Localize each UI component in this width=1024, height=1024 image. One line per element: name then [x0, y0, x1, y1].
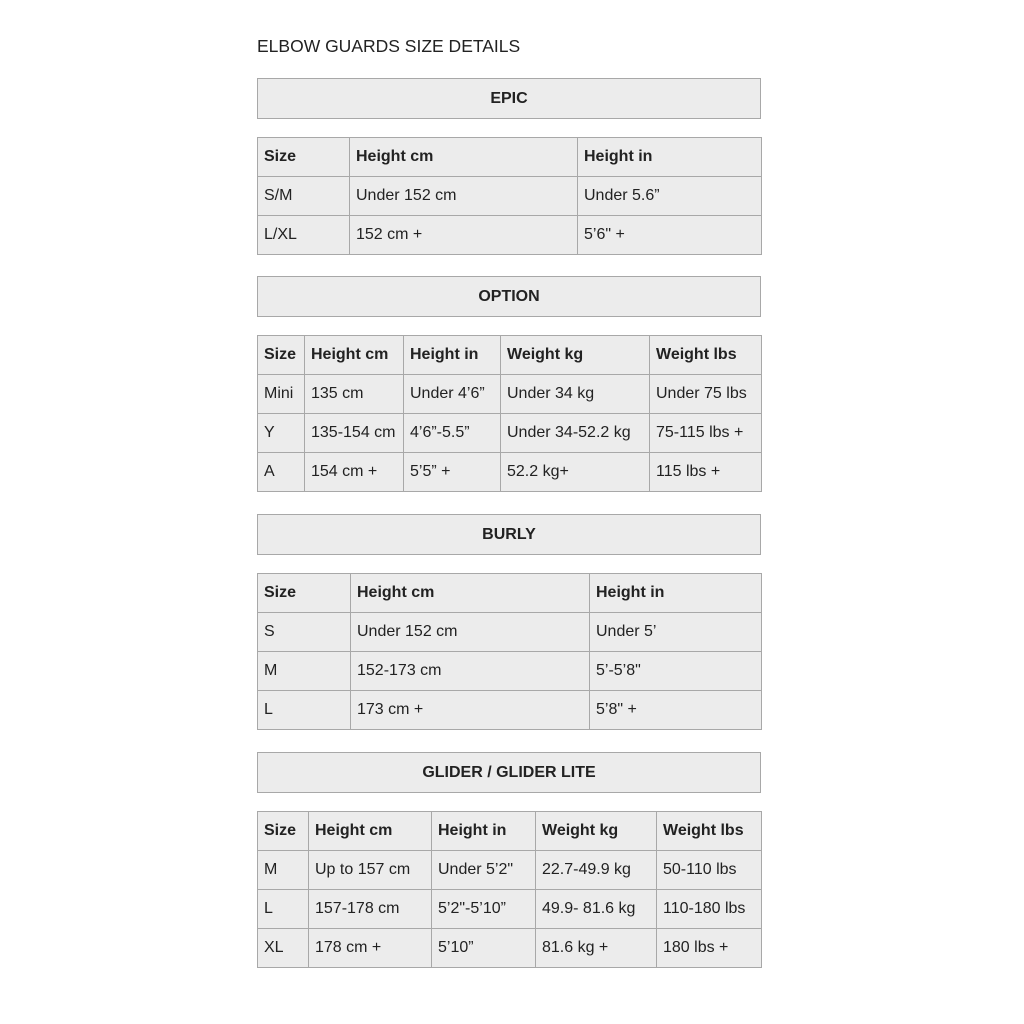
column-header-size: Size	[258, 336, 305, 375]
table-header-row	[258, 812, 762, 851]
table-cell: 180 lbs +	[657, 929, 762, 968]
table-cell: L	[258, 890, 309, 929]
table-cell: 5’2"-5’10”	[432, 890, 536, 929]
size-table-glider	[257, 811, 762, 968]
table-cell: L/XL	[258, 216, 350, 255]
column-header-weight-kg: Weight kg	[501, 336, 650, 375]
table-cell: 157-178 cm	[309, 890, 432, 929]
table-cell: M	[258, 851, 309, 890]
column-header-weight-lbs: Weight lbs	[657, 812, 762, 851]
table-cell: Under 5.6”	[578, 177, 762, 216]
table-row	[258, 691, 762, 730]
table-cell: S/M	[258, 177, 350, 216]
table-cell: 50-110 lbs	[657, 851, 762, 890]
table-cell: Under 152 cm	[351, 613, 590, 652]
page-title: ELBOW GUARDS SIZE DETAILS	[257, 36, 521, 56]
table-cell: A	[258, 453, 305, 492]
table-cell: 22.7-49.9 kg	[536, 851, 657, 890]
table-cell: Y	[258, 414, 305, 453]
size-table-epic	[257, 137, 762, 255]
section-header-burly: BURLY	[257, 514, 761, 555]
table-cell: 5’10”	[432, 929, 536, 968]
table-cell: 152 cm +	[350, 216, 578, 255]
table-cell: Up to 157 cm	[309, 851, 432, 890]
column-header-weight-kg: Weight kg	[536, 812, 657, 851]
section-header-glider: GLIDER / GLIDER LITE	[257, 752, 761, 793]
column-header-weight-lbs: Weight lbs	[650, 336, 762, 375]
table-cell: 154 cm +	[305, 453, 404, 492]
column-header-height-in: Height in	[404, 336, 501, 375]
table-cell: 81.6 kg +	[536, 929, 657, 968]
table-row	[258, 414, 762, 453]
column-header-height-in: Height in	[590, 574, 762, 613]
column-header-height-in: Height in	[432, 812, 536, 851]
table-header-row	[258, 138, 762, 177]
table-cell: 135 cm	[305, 375, 404, 414]
table-row	[258, 375, 762, 414]
table-cell: S	[258, 613, 351, 652]
table-cell: 75-115 lbs +	[650, 414, 762, 453]
table-row	[258, 929, 762, 968]
table-cell: 5’5” +	[404, 453, 501, 492]
table-cell: 49.9- 81.6 kg	[536, 890, 657, 929]
table-cell: 178 cm +	[309, 929, 432, 968]
table-row	[258, 851, 762, 890]
size-table-burly	[257, 573, 762, 730]
table-cell: L	[258, 691, 351, 730]
table-cell: 110-180 lbs	[657, 890, 762, 929]
column-header-size: Size	[258, 812, 309, 851]
table-row	[258, 453, 762, 492]
column-header-size: Size	[258, 138, 350, 177]
table-cell: 5’6" +	[578, 216, 762, 255]
section-header-epic: EPIC	[257, 78, 761, 119]
table-cell: Under 4’6”	[404, 375, 501, 414]
table-cell: Mini	[258, 375, 305, 414]
table-cell: M	[258, 652, 351, 691]
section-header-option: OPTION	[257, 276, 761, 317]
table-row	[258, 177, 762, 216]
table-row	[258, 652, 762, 691]
size-table-option	[257, 335, 762, 492]
table-cell: 5’8" +	[590, 691, 762, 730]
table-cell: XL	[258, 929, 309, 968]
column-header-size: Size	[258, 574, 351, 613]
table-cell: Under 34 kg	[501, 375, 650, 414]
table-row	[258, 890, 762, 929]
table-header-row	[258, 574, 762, 613]
table-cell: Under 75 lbs	[650, 375, 762, 414]
table-row	[258, 216, 762, 255]
table-cell: Under 34-52.2 kg	[501, 414, 650, 453]
table-cell: 4’6”-5.5”	[404, 414, 501, 453]
table-cell: Under 5’2"	[432, 851, 536, 890]
table-cell: 115 lbs +	[650, 453, 762, 492]
table-cell: 52.2 kg+	[501, 453, 650, 492]
table-cell: 135-154 cm	[305, 414, 404, 453]
column-header-height-cm: Height cm	[309, 812, 432, 851]
table-cell: 152-173 cm	[351, 652, 590, 691]
table-cell: Under 5’	[590, 613, 762, 652]
table-row	[258, 613, 762, 652]
table-header-row	[258, 336, 762, 375]
column-header-height-cm: Height cm	[351, 574, 590, 613]
column-header-height-cm: Height cm	[305, 336, 404, 375]
column-header-height-cm: Height cm	[350, 138, 578, 177]
table-cell: Under 152 cm	[350, 177, 578, 216]
column-header-height-in: Height in	[578, 138, 762, 177]
table-cell: 5’-5’8"	[590, 652, 762, 691]
table-cell: 173 cm +	[351, 691, 590, 730]
